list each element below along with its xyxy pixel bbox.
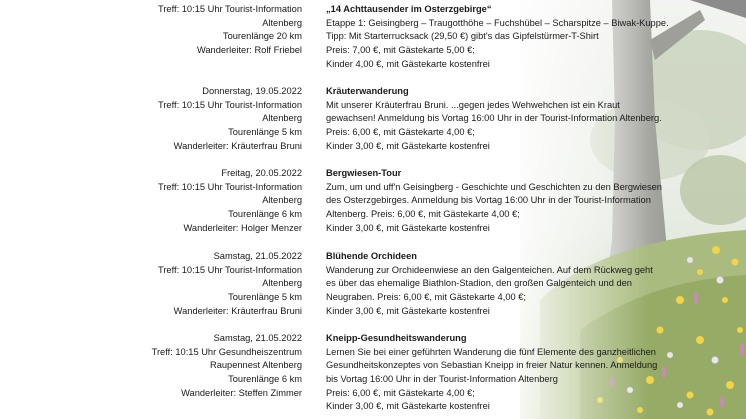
description-line: bis Vortag 16:00 Uhr in der Tourist-Information Altenberg [326, 374, 558, 385]
event-title: Kräuterwanderung [326, 86, 409, 96]
event-title: Bergwiesen-Tour [326, 168, 402, 178]
event-meta [0, 167, 302, 235]
price-line: Preis: 7,00 €, mit Gästekarte 5,00 €; [326, 45, 475, 56]
meeting-point: Treff: 10:15 Uhr Tourist-Information [158, 181, 302, 192]
tour-length: Tourenlänge 6 km [228, 374, 302, 385]
tour-guide: Wanderleiter: Kräuterfrau Bruni [173, 305, 302, 316]
event-date: Samstag, 21.05.2022 [213, 333, 302, 343]
tour-guide: Wanderleiter: Holger Menzer [183, 222, 302, 233]
event-meta [0, 250, 302, 318]
price-line: Kinder 4,00 €, mit Gästekarte kostenfrei [326, 58, 490, 69]
description-line: Etappe 1: Geisingberg – Traugotthöhe – Fuchshübel – Scharspitze – Biwak-Kuppe. [326, 17, 669, 28]
event-meta [0, 3, 302, 58]
description-line: es über das ehemalige Biathlon-Stadion, den großen Galgenteich und den [326, 278, 632, 289]
price-line: Kinder 3,00 €, mit Gästekarte kostenfrei [326, 222, 490, 233]
meeting-place: Altenberg [262, 195, 302, 206]
price-line: Kinder 3,00 €, mit Gästekarte kostenfrei [326, 305, 490, 316]
description-line: Wanderung zur Orchideenwiese an den Galgenteichen. Auf dem Rückweg geht [326, 264, 653, 275]
description-line: Tipp: Mit Starterrucksack (29,50 €) gibt's das Gipfelstürmer-T-Shirt [326, 31, 599, 42]
price-line: Neugraben. Preis: 6,00 €, mit Gästekarte 4,00 €; [326, 292, 526, 303]
description-line: gewachsen! Anmeldung bis Vortag 16:00 Uhr in der Tourist-Information Altenberg. [326, 113, 662, 124]
price-line: Kinder 3,00 €, mit Gästekarte kostenfrei [326, 401, 490, 412]
price-line: Altenberg. Preis: 6,00 €, mit Gästekarte 4,00 €; [326, 209, 520, 220]
description-line: Zum, um und uff'n Geisingberg - Geschichte und Geschichten zu den Bergwiesen [326, 181, 662, 192]
event-title: Kneipp-Gesundheitswanderung [326, 333, 467, 343]
meeting-point: Treff: 10:15 Uhr Tourist-Information [158, 4, 302, 14]
event-description [326, 250, 706, 318]
meeting-place: Altenberg [262, 278, 302, 289]
event-description [326, 332, 706, 414]
description-line: Lernen Sie bei einer geführten Wanderung die fünf Elemente des ganzheitlichen [326, 346, 656, 357]
meeting-place: Altenberg [262, 17, 302, 28]
tour-guide: Wanderleiter: Rolf Friebel [196, 45, 302, 56]
tour-guide: Wanderleiter: Steffen Zimmer [181, 387, 302, 398]
tour-guide: Wanderleiter: Kräuterfrau Bruni [173, 140, 302, 151]
meeting-point: Treff: 10:15 Uhr Tourist-Information [158, 264, 302, 275]
price-line: Preis: 6,00 €, mit Gästekarte 4,00 €; [326, 127, 475, 138]
description-line: Mit unserer Kräuterfrau Bruni. ...gegen jedes Wehwehchen ist ein Kraut [326, 99, 620, 110]
event-date: Samstag, 21.05.2022 [213, 251, 302, 261]
meeting-place: Raupennest Altenberg [209, 360, 302, 371]
event-title: „14 Achttausender im Osterzgebirge“ [326, 4, 492, 14]
event-description [326, 85, 706, 153]
event-title: Blühende Orchideen [326, 251, 417, 261]
event-meta [0, 85, 302, 153]
event-description [326, 167, 706, 235]
description-line: des Osterzgebirges. Anmeldung bis Vortag 16:00 Uhr in der Tourist-Information [326, 195, 651, 206]
event-description [326, 3, 706, 71]
price-line: Kinder 3,00 €, mit Gästekarte kostenfrei [326, 140, 490, 151]
meeting-point: Treff: 10:15 Uhr Tourist-Information [158, 99, 302, 110]
meeting-point: Treff: 10:15 Uhr Gesundheiszentrum [151, 346, 302, 357]
event-date: Freitag, 20.05.2022 [221, 168, 302, 178]
event-meta [0, 332, 302, 400]
meeting-place: Altenberg [262, 113, 302, 124]
tour-length: Tourenlänge 20 km [222, 31, 302, 42]
tour-length: Tourenlänge 6 km [228, 209, 302, 220]
description-line: Gesundheitskonzeptes von Sebastian Kneipp in freier Natur kennen. Anmeldung [326, 360, 658, 371]
event-date: Donnerstag, 19.05.2022 [202, 86, 302, 96]
tour-length: Tourenlänge 5 km [228, 292, 302, 303]
price-line: Preis: 6,00 €, mit Gästekarte 4,00 €; [326, 387, 475, 398]
tour-length: Tourenlänge 5 km [228, 127, 302, 138]
